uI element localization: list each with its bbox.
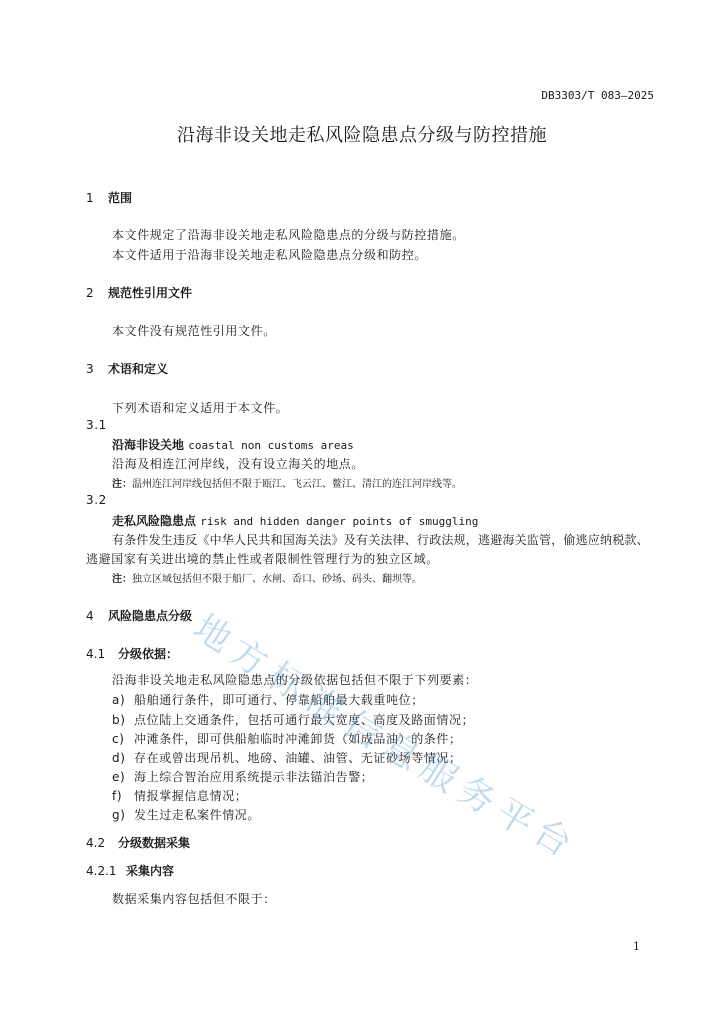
section-title: 范围 bbox=[108, 191, 133, 205]
term-note bbox=[112, 570, 422, 585]
section-number: 4.2 bbox=[86, 836, 106, 850]
term-entry bbox=[112, 436, 354, 453]
section-title: 采集内容 bbox=[126, 864, 175, 878]
section-4-heading bbox=[86, 607, 192, 624]
list-marker: g) bbox=[112, 808, 126, 822]
watermark-char: 台 bbox=[526, 811, 579, 865]
section-number: 4 bbox=[86, 609, 94, 623]
watermark-char: 信 bbox=[336, 703, 389, 757]
section-number: 3 bbox=[86, 362, 94, 376]
watermark-char: 方 bbox=[222, 631, 275, 685]
page-number: 1 bbox=[633, 940, 640, 953]
section-number: 2 bbox=[86, 286, 94, 300]
section-number: 4.2.1 bbox=[86, 864, 117, 878]
section-number: 4.1 bbox=[86, 647, 106, 661]
term-english: risk and hidden danger points of smuggling bbox=[200, 515, 479, 528]
term-entry bbox=[112, 512, 478, 529]
list-item-text: 海上综合智治应用系统提示非法锚泊告警； bbox=[134, 770, 374, 784]
term-note bbox=[112, 475, 462, 490]
list-item bbox=[112, 730, 462, 747]
section-title: 风险隐患点分级 bbox=[108, 609, 193, 623]
list-marker: c) bbox=[112, 732, 125, 746]
list-item bbox=[112, 749, 462, 766]
paragraph: 沿海非设关地走私风险隐患点的分级依据包括但不限于下列要素： bbox=[112, 673, 478, 687]
section-title: 术语和定义 bbox=[108, 362, 169, 376]
term-name: 沿海非设关地 bbox=[112, 438, 185, 452]
list-item-text: 存在或曾出现吊机、地磅、油罐、油管、无证砂场等情况； bbox=[134, 751, 462, 765]
note-text: 温州连江河岸线包括但不限于瓯江、飞云江、鳌江、清江的连江河岸线等。 bbox=[132, 479, 462, 490]
watermark-char: 平 bbox=[488, 791, 541, 845]
note-label: 注： bbox=[112, 479, 132, 490]
list-marker: d) bbox=[112, 751, 126, 765]
term-english: coastal non customs areas bbox=[188, 439, 354, 452]
term-definition-continued: 逃避国家有关进出境的禁止性或者限制性管理行为的独立区域。 bbox=[86, 552, 439, 566]
list-marker: b) bbox=[112, 713, 126, 727]
list-item-text: 发生过走私案件情况。 bbox=[134, 808, 261, 822]
term-name: 走私风险隐患点 bbox=[112, 514, 197, 528]
paragraph: 本文件规定了沿海非设关地走私风险隐患点的分级与防控措施。 bbox=[112, 228, 465, 242]
watermark-char: 务 bbox=[450, 769, 503, 823]
term-number: 3.1 bbox=[86, 418, 107, 432]
term-definition: 沿海及相连江河岸线，没有设立海关的地点。 bbox=[112, 457, 365, 471]
list-item-text: 船舶通行条件，即可通行、停靠船舶最大载重吨位； bbox=[134, 693, 424, 707]
list-item-text: 点位陆上交通条件，包括可通行最大宽度、高度及路面情况； bbox=[134, 713, 475, 727]
section-number: 1 bbox=[86, 191, 94, 205]
section-title: 分级数据采集 bbox=[118, 836, 191, 850]
watermark-char: 息 bbox=[374, 725, 427, 779]
paragraph: 下列术语和定义适用于本文件。 bbox=[112, 401, 289, 415]
section-3-heading bbox=[86, 360, 168, 377]
subsection-4-1-heading bbox=[86, 645, 178, 662]
document-title: 沿海非设关地走私风险隐患点分级与防控措施 bbox=[177, 125, 547, 146]
note-text: 独立区域包括但不限于船厂、水闸、岙口、砂场、码头、翻坝等。 bbox=[132, 574, 422, 585]
list-marker: e) bbox=[112, 770, 126, 784]
paragraph: 数据采集内容包括但不限于： bbox=[112, 892, 276, 906]
list-item bbox=[112, 691, 424, 708]
note-label: 注： bbox=[112, 574, 132, 585]
term-number: 3.2 bbox=[86, 493, 107, 507]
standard-code: DB3303/T 083—2025 bbox=[541, 89, 654, 102]
paragraph: 本文件适用于沿海非设关地走私风险隐患点分级和防控。 bbox=[112, 248, 428, 262]
watermark-char: 标 bbox=[260, 655, 313, 709]
subsection-4-2-1-heading bbox=[86, 862, 174, 879]
subsection-4-2-heading bbox=[86, 834, 190, 851]
section-title: 规范性引用文件 bbox=[108, 286, 193, 300]
watermark-char: 准 bbox=[298, 679, 351, 733]
list-item-text: 冲滩条件，即可供船舶临时冲滩卸货（如成品油）的条件； bbox=[134, 732, 462, 746]
list-marker: f) bbox=[112, 789, 123, 803]
list-item bbox=[112, 711, 474, 728]
section-2-heading bbox=[86, 284, 192, 301]
watermark-char: 服 bbox=[412, 747, 465, 801]
list-item-text: 情报掌握信息情况； bbox=[134, 789, 248, 803]
paragraph: 本文件没有规范性引用文件。 bbox=[112, 324, 276, 338]
list-item bbox=[112, 768, 373, 785]
section-title: 分级依据： bbox=[118, 647, 179, 661]
list-item bbox=[112, 787, 247, 804]
watermark-char: 地 bbox=[186, 607, 239, 661]
section-1-heading bbox=[86, 189, 132, 206]
list-item bbox=[112, 806, 260, 823]
term-definition: 有条件发生违反《中华人民共和国海关法》及有关法律、行政法规，逃避海关监管，偷逃应纳税款、 bbox=[112, 533, 649, 547]
list-marker: a) bbox=[112, 693, 126, 707]
